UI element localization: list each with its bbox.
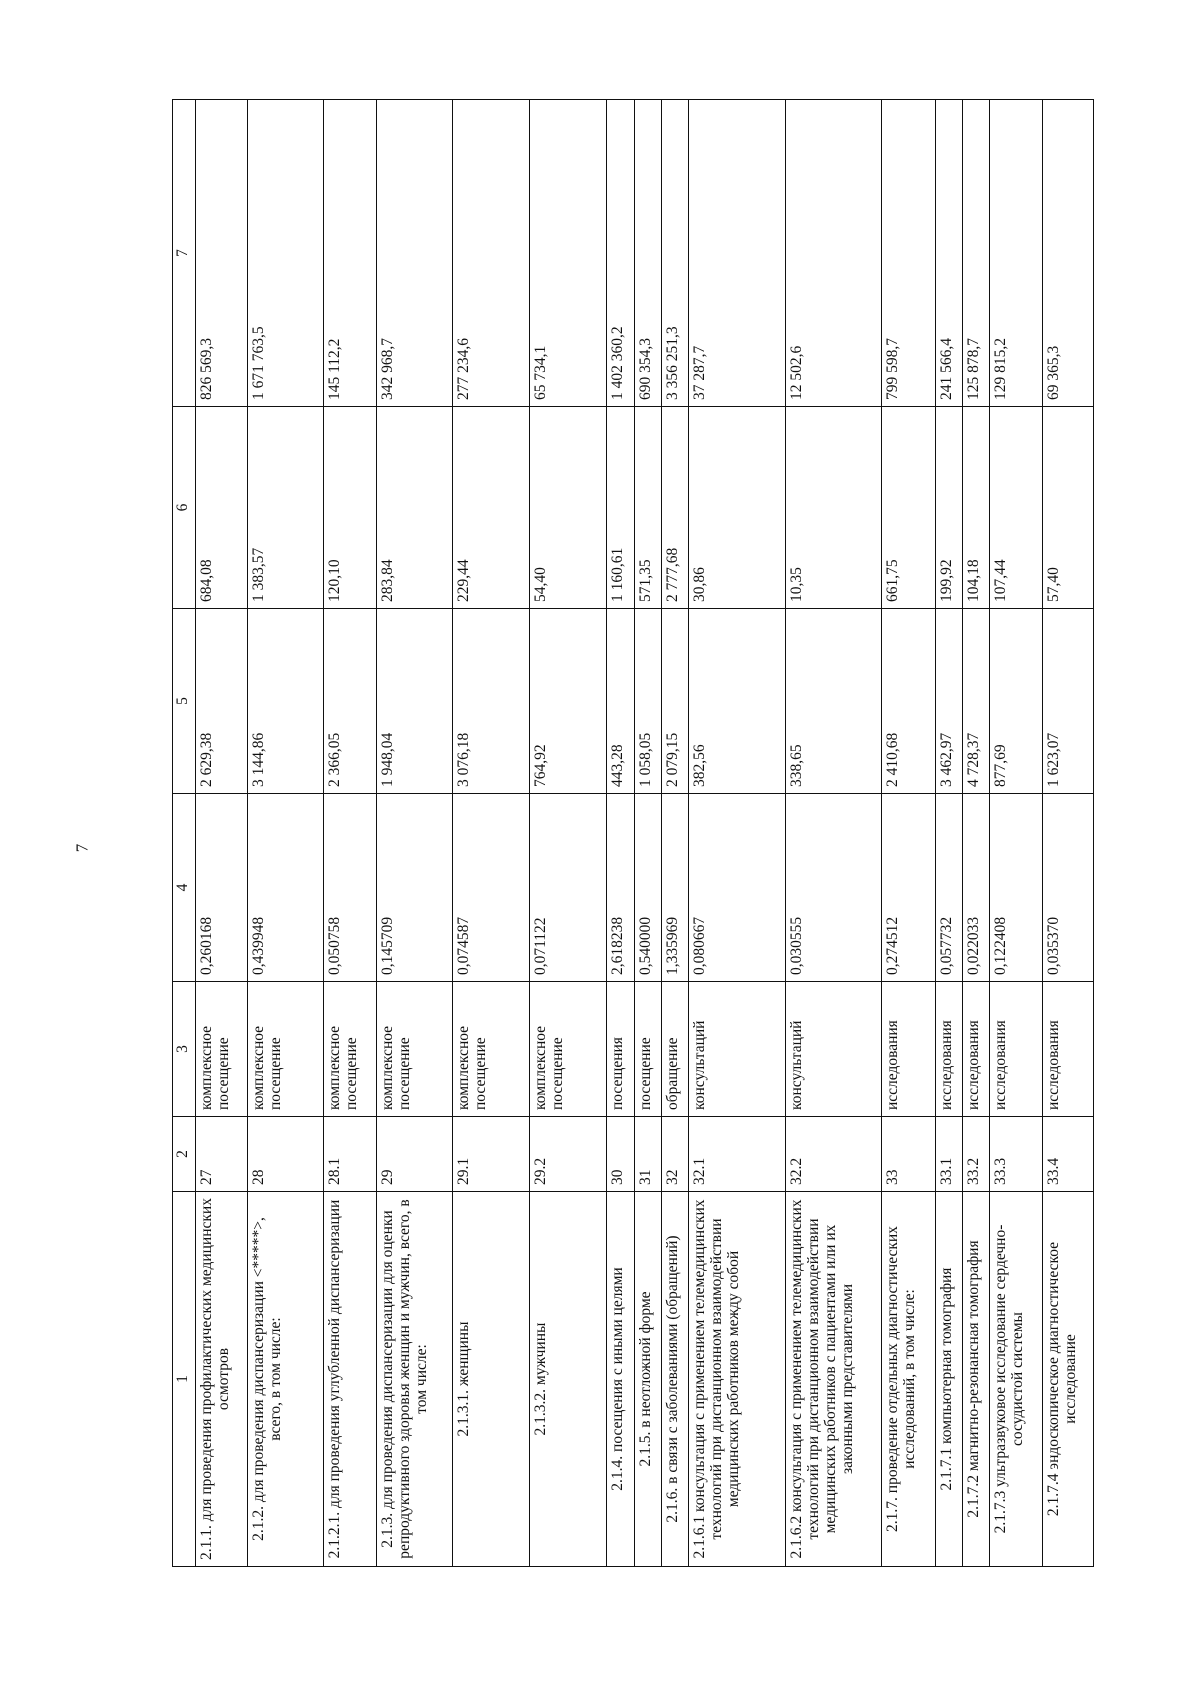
- table-cell: 69 365,3: [1042, 100, 1093, 407]
- table-cell: комплексное посещение: [196, 982, 248, 1117]
- table-row: [689, 100, 786, 1567]
- table-row: [452, 100, 529, 1567]
- table-cell: 877,69: [990, 609, 1042, 794]
- table-cell: исследования: [882, 982, 935, 1117]
- table-cell: 29.1: [452, 1117, 529, 1192]
- page-number: 7: [72, 843, 92, 853]
- table-cell: 2 366,05: [324, 609, 376, 794]
- table-cell: посещения: [607, 982, 634, 1117]
- table-row: [785, 100, 882, 1567]
- table-cell: 29: [376, 1117, 452, 1192]
- table-cell: 0,540000: [634, 794, 661, 982]
- table-row: [530, 100, 607, 1567]
- table-cell: 1 160,61: [607, 407, 634, 609]
- table-cell: 0,145709: [376, 794, 452, 982]
- table-cell: 145 112,2: [324, 100, 376, 407]
- table-row: [661, 100, 688, 1567]
- table-cell: 1 623,07: [1042, 609, 1093, 794]
- table-cell: 2.1.1. для проведения профилактических медицинских осмотров: [196, 1192, 248, 1567]
- header-cell: 2: [173, 1117, 196, 1192]
- header-cell: 7: [173, 100, 196, 407]
- rotated-table-container: [172, 100, 1094, 1567]
- table-cell: 2.1.2. для проведения диспансеризации <*****>, всего, в том числе:: [248, 1192, 324, 1567]
- table-cell: 382,56: [689, 609, 786, 794]
- table-cell: 33: [882, 1117, 935, 1192]
- table-cell: 33.4: [1042, 1117, 1093, 1192]
- table-cell: 690 354,3: [634, 100, 661, 407]
- table-row: [882, 100, 935, 1567]
- table-cell: 3 076,18: [452, 609, 529, 794]
- table-cell: 571,35: [634, 407, 661, 609]
- table-cell: 37 287,7: [689, 100, 786, 407]
- header-cell: 6: [173, 407, 196, 609]
- table-cell: 2.1.6. в связи с заболеваниями (обращений): [661, 1192, 688, 1567]
- header-cell: 5: [173, 609, 196, 794]
- table-cell: 338,65: [785, 609, 882, 794]
- table-cell: исследования: [935, 982, 962, 1117]
- table-cell: комплексное посещение: [452, 982, 529, 1117]
- table-cell: 65 734,1: [530, 100, 607, 407]
- table-cell: 2.1.3.1. женщины: [452, 1192, 529, 1567]
- table-cell: 0,071122: [530, 794, 607, 982]
- table-cell: комплексное посещение: [324, 982, 376, 1117]
- table-cell: 2.1.2.1. для проведения углубленной диспансеризации: [324, 1192, 376, 1567]
- table-cell: 125 878,7: [963, 100, 990, 407]
- table-cell: 10,35: [785, 407, 882, 609]
- table-cell: комплексное посещение: [530, 982, 607, 1117]
- table-cell: 32: [661, 1117, 688, 1192]
- table-cell: 31: [634, 1117, 661, 1192]
- table-cell: 2.1.7.3 ультразвуковое исследование сердечно-сосудистой системы: [990, 1192, 1042, 1567]
- table-cell: 120,10: [324, 407, 376, 609]
- table-cell: 0,022033: [963, 794, 990, 982]
- header-row: [173, 100, 196, 1567]
- table-cell: 0,057732: [935, 794, 962, 982]
- table-cell: 826 569,3: [196, 100, 248, 407]
- header-cell: 4: [173, 794, 196, 982]
- table-cell: 3 144,86: [248, 609, 324, 794]
- table-cell: 107,44: [990, 407, 1042, 609]
- table-cell: 0,050758: [324, 794, 376, 982]
- table-cell: 2 410,68: [882, 609, 935, 794]
- table-row: [376, 100, 452, 1567]
- table-cell: консультаций: [785, 982, 882, 1117]
- table-cell: 33.2: [963, 1117, 990, 1192]
- table-cell: 2,618238: [607, 794, 634, 982]
- table-cell: исследования: [963, 982, 990, 1117]
- table-row: [935, 100, 962, 1567]
- table-cell: 0,035370: [1042, 794, 1093, 982]
- table-cell: 283,84: [376, 407, 452, 609]
- table-cell: исследования: [1042, 982, 1093, 1117]
- header-cell: 1: [173, 1192, 196, 1567]
- table-cell: 1,335969: [661, 794, 688, 982]
- table-cell: 27: [196, 1117, 248, 1192]
- table-cell: 3 356 251,3: [661, 100, 688, 407]
- table-cell: 241 566,4: [935, 100, 962, 407]
- table-cell: 2.1.3. для проведения диспансеризации для оценки репродуктивного здоровья женщин и мужчин, всего, в том числе:: [376, 1192, 452, 1567]
- table-cell: 2.1.5. в неотложной форме: [634, 1192, 661, 1567]
- table-cell: 799 598,7: [882, 100, 935, 407]
- table-cell: 661,75: [882, 407, 935, 609]
- table-cell: 30: [607, 1117, 634, 1192]
- table-cell: 2.1.7.2 магнитно-резонансная томография: [963, 1192, 990, 1567]
- table-cell: 29.2: [530, 1117, 607, 1192]
- table-cell: 0,074587: [452, 794, 529, 982]
- table-cell: 3 462,97: [935, 609, 962, 794]
- table-cell: 1 671 763,5: [248, 100, 324, 407]
- table-cell: 0,439948: [248, 794, 324, 982]
- table-cell: 199,92: [935, 407, 962, 609]
- table-row: [1042, 100, 1093, 1567]
- table-cell: 32.1: [689, 1117, 786, 1192]
- table-cell: 342 968,7: [376, 100, 452, 407]
- table-cell: 0,260168: [196, 794, 248, 982]
- table-cell: посещение: [634, 982, 661, 1117]
- table-cell: 4 728,37: [963, 609, 990, 794]
- table-cell: 1 402 360,2: [607, 100, 634, 407]
- table-cell: 12 502,6: [785, 100, 882, 407]
- table-cell: 277 234,6: [452, 100, 529, 407]
- table-cell: 2.1.7.1 компьютерная томография: [935, 1192, 962, 1567]
- table-row: [990, 100, 1042, 1567]
- table-cell: 57,40: [1042, 407, 1093, 609]
- table-cell: 0,122408: [990, 794, 1042, 982]
- table-cell: 443,28: [607, 609, 634, 794]
- table-cell: 28.1: [324, 1117, 376, 1192]
- table-cell: обращение: [661, 982, 688, 1117]
- table-cell: комплексное посещение: [376, 982, 452, 1117]
- table-cell: 0,274512: [882, 794, 935, 982]
- table-cell: 2 629,38: [196, 609, 248, 794]
- table-cell: 2.1.7.4 эндоскопическое диагностическое исследование: [1042, 1192, 1093, 1567]
- table-cell: 28: [248, 1117, 324, 1192]
- table-cell: 129 815,2: [990, 100, 1042, 407]
- table-cell: 33.1: [935, 1117, 962, 1192]
- table-row: [324, 100, 376, 1567]
- table-cell: комплексное посещение: [248, 982, 324, 1117]
- table-cell: 2.1.3.2. мужчины: [530, 1192, 607, 1567]
- table-cell: 229,44: [452, 407, 529, 609]
- table-cell: 684,08: [196, 407, 248, 609]
- table-cell: 2.1.6.2 консультация с применением телемедицинских технологий при дистанционном взаимодействии медицинских работников с пациентами или их законными представителями: [785, 1192, 882, 1567]
- table-cell: 1 948,04: [376, 609, 452, 794]
- table-cell: 2.1.4. посещения с иными целями: [607, 1192, 634, 1567]
- table-cell: 2 777,68: [661, 407, 688, 609]
- data-table: [172, 99, 1094, 1567]
- table-cell: 1 058,05: [634, 609, 661, 794]
- table-cell: 764,92: [530, 609, 607, 794]
- table-cell: 2.1.7. проведение отдельных диагностических исследований, в том числе:: [882, 1192, 935, 1567]
- table-row: [196, 100, 248, 1567]
- table-cell: 2.1.6.1 консультация с применением телемедицинских технологий при дистанционном взаимодействии медицинских работников между собой: [689, 1192, 786, 1567]
- table-cell: 2 079,15: [661, 609, 688, 794]
- table-cell: исследования: [990, 982, 1042, 1117]
- table-cell: консультаций: [689, 982, 786, 1117]
- table-row: [248, 100, 324, 1567]
- table-row: [963, 100, 990, 1567]
- table-cell: 0,030555: [785, 794, 882, 982]
- table-cell: 30,86: [689, 407, 786, 609]
- table-cell: 104,18: [963, 407, 990, 609]
- table-row: [607, 100, 634, 1567]
- table-cell: 54,40: [530, 407, 607, 609]
- table-cell: 33.3: [990, 1117, 1042, 1192]
- table-cell: 0,080667: [689, 794, 786, 982]
- table-cell: 1 383,57: [248, 407, 324, 609]
- table-cell: 32.2: [785, 1117, 882, 1192]
- table-row: [634, 100, 661, 1567]
- header-cell: 3: [173, 982, 196, 1117]
